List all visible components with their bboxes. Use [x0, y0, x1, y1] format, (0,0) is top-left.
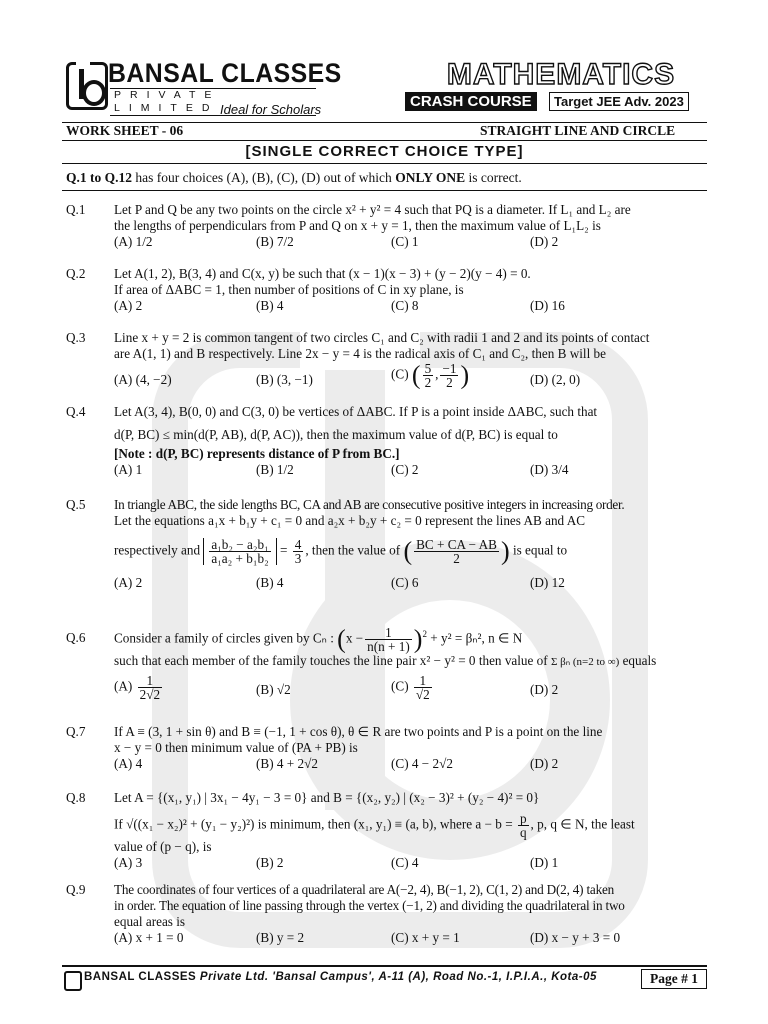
- denominator: √2: [415, 687, 430, 702]
- worksheet-number: WORK SHEET - 06: [66, 123, 184, 138]
- option-d: (D) 2: [530, 234, 559, 249]
- tagline: Ideal for Scholars: [220, 102, 322, 117]
- option-a: (A) 2: [114, 298, 143, 313]
- denominator: 2: [446, 375, 453, 390]
- option-c: (C) 8: [391, 298, 419, 313]
- fraction: [423, 362, 434, 389]
- denominator: n(n + 1): [367, 639, 410, 654]
- options: [114, 362, 706, 396]
- option-a: (A) x + 1 = 0: [114, 930, 184, 945]
- numerator: −1: [442, 361, 457, 376]
- option-c: (C) 4: [391, 855, 419, 870]
- divider: [62, 190, 707, 191]
- question-text: Let A = {(x₁, y₁) | 3x₁ − 4y₁ − 3 = 0} and B = {(x₂, y₂) | (x₂ − 3)² + (y₂ − 4)² = 0}: [114, 790, 540, 805]
- question-text: value of (p − q), is: [114, 839, 212, 854]
- question-text: Let P and Q be any two points on the circle x² + y² = 4 such that PQ is a diameter. If L₁ and L₂ are: [114, 202, 631, 217]
- bansal-logo-icon: [64, 971, 82, 991]
- question-number: Q.7: [66, 724, 86, 739]
- target-badge: Target JEE Adv. 2023: [549, 92, 689, 111]
- footer-address: [84, 971, 597, 983]
- options: [114, 234, 706, 251]
- text-fragment: + y² = βₙ², n ∈ N: [430, 630, 523, 646]
- instr-range: Q.1 to Q.12: [66, 170, 132, 185]
- question-number: Q.6: [66, 630, 86, 645]
- option-b: (B) √2: [256, 682, 291, 697]
- text-fragment: , p, q ∈ N, the least: [530, 816, 635, 832]
- text-fragment: such that each member of the family touches the line pair x² − y² = 0 then value of: [114, 653, 548, 668]
- denominator: 3: [294, 551, 302, 566]
- options: [114, 855, 706, 872]
- option-c: (C) 6: [391, 575, 419, 590]
- option-a: [114, 674, 164, 701]
- option-b: (B) 4: [256, 575, 284, 590]
- option-d: (D) 2: [530, 756, 559, 771]
- question-text: If area of ΔABC = 1, then number of positions of C in xy plane, is: [114, 282, 464, 297]
- option-c: [391, 674, 434, 701]
- question-number: Q.2: [66, 266, 86, 281]
- question-type-banner: [SINGLE CORRECT CHOICE TYPE]: [62, 140, 707, 164]
- denominator: q: [519, 825, 527, 840]
- option-b: (B) 4: [256, 298, 284, 313]
- summation: Σ βₙ (n=2 to ∞): [550, 656, 620, 668]
- question-text: In triangle ABC, the side lengths BC, CA and AB are consecutive positive integers in increasing order.: [114, 497, 625, 512]
- option-a: (A) 2: [114, 575, 143, 590]
- question-text: Let A(3, 4), B(0, 0) and C(3, 0) be vertices of ΔABC. If P is a point inside ΔABC, such that: [114, 404, 598, 419]
- question-text: If A ≡ (3, 1 + sin θ) and B ≡ (−1, 1 + cos θ), θ ∈ R are two points and P is a point on the line: [114, 724, 603, 739]
- denominator: 2√2: [139, 687, 161, 702]
- options: [114, 298, 706, 315]
- options: [114, 756, 706, 773]
- question-text: in order. The equation of line passing through the vertex (−1, 2) and dividing the quadrilateral in two: [114, 898, 625, 913]
- option-label: (C): [391, 678, 409, 694]
- question-number: Q.4: [66, 404, 86, 419]
- question-note: [Note : d(P, BC) represents distance of P from BC.]: [114, 446, 400, 461]
- question-text: Let A(1, 2), B(3, 4) and C(x, y) be such that (x − 1)(x − 3) + (y − 2)(y − 4) = 0.: [114, 266, 531, 281]
- question-text: Consider a family of circles given by Cₙ : (x − $\frac{1}{n(n + 1)}$ )$^2$ + y² = βₙ², n ∈ N: [114, 624, 523, 654]
- option-a: (A) (4, −2): [114, 372, 172, 387]
- option-d: (D) x − y + 3 = 0: [530, 930, 621, 945]
- numerator: 1: [414, 674, 432, 688]
- text-fragment: If √((x₁ − x₂)² + (y₁ − y₂)²) is minimum, then (x₁, y₁) ≡ (a, b), where a − b =: [114, 816, 513, 832]
- instr-end: is correct.: [465, 170, 522, 185]
- options: [114, 462, 706, 479]
- worksheet-topic: STRAIGHT LINE AND CIRCLE: [480, 123, 676, 138]
- question-text: d(P, BC) ≤ min(d(P, AB), d(P, AC)), then the maximum value of d(P, BC) is equal to: [114, 427, 558, 442]
- brand-name: BANSAL CLASSES: [108, 58, 342, 88]
- bansal-logo-icon: [66, 62, 108, 110]
- option-b: (B) (3, −1): [256, 372, 313, 387]
- question-text: The coordinates of four vertices of a quadrilateral are A(−2, 4), B(−1, 2), C(1, 2) and D(2, 4) taken: [114, 882, 615, 897]
- text-fragment: is equal to: [512, 542, 568, 558]
- question-text: Line x + y = 2 is common tangent of two circles C₁ and C₂ with radii 1 and 2 and its points of contact: [114, 330, 650, 345]
- subject-title: MATHEMATICS: [446, 58, 676, 91]
- option-d: (D) (2, 0): [530, 372, 581, 387]
- question-number: Q.5: [66, 497, 86, 512]
- question-number: Q.8: [66, 790, 86, 805]
- option-a: (A) 4: [114, 756, 143, 771]
- options: [114, 575, 706, 592]
- question-number: Q.3: [66, 330, 86, 345]
- private-limited-label: PRIVATE LIMITED: [110, 88, 316, 116]
- instr-text: has four choices (A), (B), (C), (D) out of which: [132, 170, 396, 185]
- text-fragment: Consider a family of circles given by Cₙ :: [114, 630, 334, 646]
- question-number: Q.1: [66, 202, 86, 217]
- option-label: (C): [391, 366, 409, 382]
- fraction: [209, 538, 270, 565]
- option-d: (D) 1: [530, 855, 559, 870]
- numerator: p: [519, 811, 527, 826]
- denominator: a₁a₂ + b₁b₂: [211, 551, 269, 566]
- option-b: (B) 1/2: [256, 462, 294, 477]
- footer-address-text: Private Ltd. 'Bansal Campus', A-11 (A), Road No.-1, I.P.I.A., Kota-05: [196, 971, 597, 983]
- question-text: [114, 812, 706, 839]
- text-fragment: , then the value of: [305, 542, 401, 558]
- question-text: x − y = 0 then minimum value of (PA + PB) is: [114, 740, 358, 755]
- option-a: (A) 1/2: [114, 234, 153, 249]
- instr-emphasis: ONLY ONE: [395, 170, 466, 185]
- options: [114, 674, 706, 708]
- numerator: a₁b₂ − a₂b₁: [211, 537, 269, 552]
- question-text: [114, 653, 706, 670]
- numerator: BC + CA − AB: [416, 537, 497, 552]
- footer: [62, 965, 707, 991]
- numerator: 1: [138, 674, 162, 688]
- option-d: (D) 3/4: [530, 462, 569, 477]
- denominator: 2: [424, 375, 432, 390]
- fraction: [138, 674, 162, 701]
- text-fragment: equals: [622, 653, 657, 668]
- fraction: [293, 538, 304, 565]
- option-c: (C) ( $\frac{5}{2}$ , $\frac{-1}{2}$ ): [391, 360, 470, 390]
- question-number: Q.9: [66, 882, 86, 897]
- fraction: [414, 538, 499, 565]
- numerator: 5: [424, 361, 432, 376]
- question-text: are A(1, 1) and B respectively. Line 2x − y = 4 is the radical axis of C₁ and C₂, then B will be: [114, 346, 606, 361]
- option-c: (C) 1: [391, 234, 419, 249]
- question-text: equal areas is: [114, 914, 186, 929]
- option-c: (C) 2: [391, 462, 419, 477]
- fraction: [365, 626, 412, 653]
- question-text: the lengths of perpendiculars from P and Q on x + y = 1, then the maximum value of L₁L₂ is: [114, 218, 601, 233]
- option-b: (B) 7/2: [256, 234, 294, 249]
- question-text: Let the equations a₁x + b₁y + c₁ = 0 and a₂x + b₂y + c₂ = 0 represent the lines AB and AC: [114, 513, 586, 528]
- page-number: Page # 1: [641, 969, 707, 989]
- option-d: (D) 16: [530, 298, 565, 313]
- option-c: (C) 4 − 2√2: [391, 756, 453, 771]
- option-a: (A) 1: [114, 462, 143, 477]
- options: [114, 930, 706, 947]
- crash-course-badge: CRASH COURSE: [405, 92, 537, 111]
- fraction: [414, 674, 432, 701]
- option-d: (D) 12: [530, 575, 565, 590]
- numerator: 4: [294, 537, 302, 552]
- question-text-line3: respectively and $\frac{\text{a₁b₂ − a₂b₁}}{\text{a₁a₂ + b₁b₂}}$ = $\frac{4}{3}$ , then the value of ( $\frac{BC + CA - AB}{2}$ ) is equal to: [114, 536, 568, 566]
- text-fragment: respectively and: [114, 542, 201, 558]
- option-label: (A): [114, 678, 133, 694]
- option-b: (B) y = 2: [256, 930, 305, 945]
- numerator: 1: [365, 626, 412, 640]
- option-d: (D) 2: [530, 682, 559, 697]
- option-b: (B) 2: [256, 855, 284, 870]
- footer-brand: BANSAL CLASSES: [84, 971, 197, 983]
- fraction: [518, 812, 529, 839]
- instructions: [66, 170, 522, 186]
- determinant: [203, 538, 276, 565]
- option-b: (B) 4 + 2√2: [256, 756, 318, 771]
- option-c: (C) x + y = 1: [391, 930, 460, 945]
- option-a: (A) 3: [114, 855, 143, 870]
- header: [62, 58, 707, 118]
- fraction: [440, 362, 458, 389]
- denominator: 2: [453, 551, 460, 566]
